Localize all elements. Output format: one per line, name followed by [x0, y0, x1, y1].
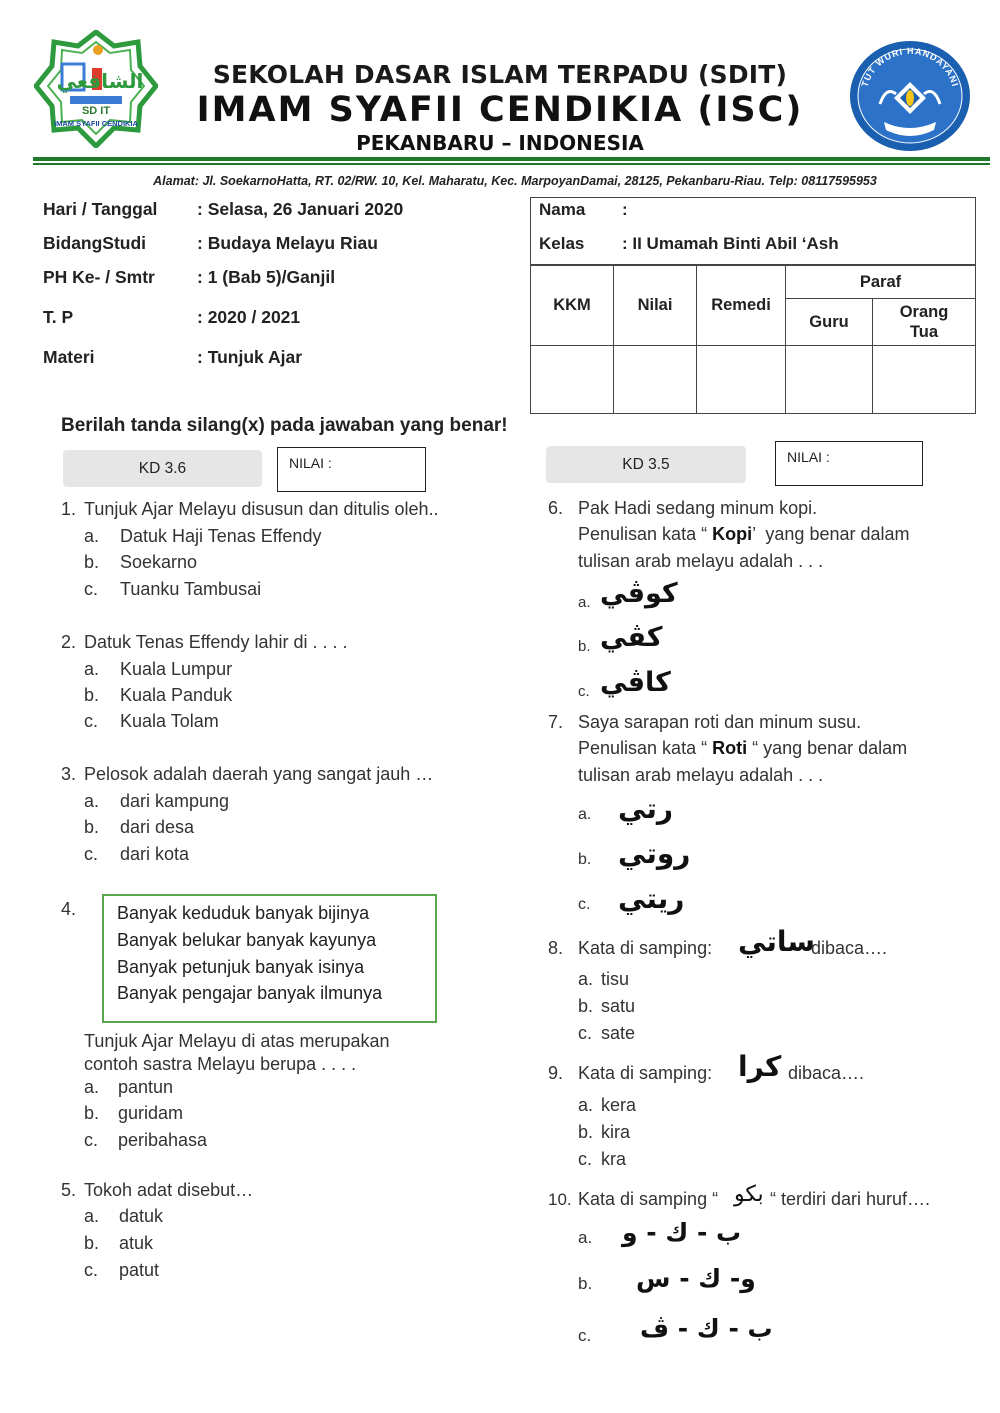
q6-line-1: Pak Hadi sedang minum kopi. — [578, 498, 818, 518]
nilai-left-box[interactable]: NILAI : — [277, 447, 426, 492]
q6-option-a-letter[interactable]: a. — [578, 594, 591, 611]
info-semester-label: PH Ke- / Smtr — [43, 267, 155, 287]
q6-option-a[interactable]: كوڤي — [600, 578, 678, 609]
q9-suffix: dibaca…. — [788, 1063, 865, 1083]
q1-option-b[interactable]: Soekarno — [120, 552, 198, 572]
q7-option-b-letter[interactable]: b. — [578, 851, 592, 868]
school-logo — [34, 30, 158, 148]
q6-option-c-letter[interactable]: c. — [578, 683, 590, 700]
q8-arabic-word: ساتي — [738, 925, 815, 958]
q6-line-2-pre: Penulisan kata “ — [578, 524, 713, 544]
guru-header: Guru — [786, 299, 873, 346]
q2-option-c[interactable]: Kuala Tolam — [120, 711, 219, 731]
q3-number: 3. — [61, 764, 77, 784]
nama-field[interactable]: : — [622, 200, 628, 219]
q10-prompt: Kata di samping “ — [578, 1189, 719, 1209]
q4-option-a[interactable]: pantun — [118, 1077, 174, 1097]
q7-option-a-letter[interactable]: a. — [578, 806, 592, 823]
school-type: SEKOLAH DASAR ISLAM TERPADU (SDIT) — [212, 60, 788, 89]
q5-option-b-letter[interactable]: b. — [84, 1233, 100, 1253]
q6-line-2-post: ’ yang benar dalam — [752, 524, 910, 544]
orang-tua-header — [873, 299, 976, 346]
q7-line-2-post: “ yang benar dalam — [747, 738, 908, 758]
q4-text-line-2: contoh sastra Melayu berupa . . . . — [84, 1054, 357, 1074]
q1-text: Tunjuk Ajar Melayu disusun dan ditulis oleh.. — [84, 499, 439, 519]
kelas-label: Kelas — [539, 234, 585, 253]
q8-number: 8. — [548, 938, 564, 958]
q8-prompt: Kata di samping: — [578, 938, 713, 958]
q9-option-a[interactable]: kera — [601, 1095, 637, 1115]
q10-option-b[interactable]: و- ك - س — [636, 1264, 756, 1293]
info-semester-value: : 1 (Bab 5)/Ganjil — [197, 267, 336, 287]
q5-option-c-letter[interactable]: c. — [84, 1260, 99, 1280]
kd-right-label: KD 3.5 — [546, 446, 746, 483]
q4-option-c-letter[interactable]: c. — [84, 1130, 99, 1150]
q2-option-b[interactable]: Kuala Panduk — [120, 685, 233, 705]
q4-option-c[interactable]: peribahasa — [118, 1130, 208, 1150]
orang-tua-label: Orang Tua — [899, 303, 949, 341]
q6-option-b-letter[interactable]: b. — [578, 638, 591, 655]
q2-option-c-letter[interactable]: c. — [84, 711, 99, 731]
q4-quote-line-3: Banyak petunjuk banyak isinya — [117, 957, 365, 977]
info-date-value: : Selasa, 26 Januari 2020 — [197, 199, 404, 219]
q1-option-c-letter[interactable]: c. — [84, 579, 99, 599]
info-date-label: Hari / Tanggal — [43, 199, 158, 219]
header-divider — [33, 157, 990, 161]
q2-option-a[interactable]: Kuala Lumpur — [120, 659, 233, 679]
nilai-right-box[interactable]: NILAI : — [775, 441, 923, 486]
logo-arabic-text: الشافعي — [56, 69, 144, 93]
q9-option-b[interactable]: kira — [601, 1122, 631, 1142]
q4-number: 4. — [61, 899, 77, 919]
q4-quote-line-1: Banyak keduduk banyak bijinya — [117, 903, 370, 923]
remedi-header: Remedi — [697, 266, 786, 346]
info-subject-label: BidangStudi — [43, 233, 147, 253]
q9-number: 9. — [548, 1063, 564, 1083]
nilai-cell[interactable] — [614, 346, 697, 414]
q2-option-b-letter[interactable]: b. — [84, 685, 100, 705]
q3-option-a-letter[interactable]: a. — [84, 791, 100, 811]
instruction: Berilah tanda silang(x) pada jawaban yang benar! — [61, 415, 508, 436]
q5-option-a-letter[interactable]: a. — [84, 1206, 100, 1226]
logo-motto-text: TUT WURI HANDAYANI — [859, 45, 961, 89]
school-location: PEKANBARU – INDONESIA — [356, 131, 644, 155]
q9-arabic-word: كرا — [738, 1050, 782, 1083]
kkm-cell[interactable] — [531, 346, 614, 414]
info-material-value: : Tunjuk Ajar — [197, 347, 302, 367]
q9-option-c[interactable]: kra — [601, 1149, 627, 1169]
q5-option-a[interactable]: datuk — [119, 1206, 164, 1226]
q3-option-b-letter[interactable]: b. — [84, 817, 100, 837]
header-divider-thin — [33, 163, 990, 165]
q5-option-c[interactable]: patut — [119, 1260, 160, 1280]
q10-suffix: “ terdiri dari huruf…. — [770, 1189, 931, 1209]
q4-text-line-1: Tunjuk Ajar Melayu di atas merupakan — [84, 1031, 390, 1051]
q3-text: Pelosok adalah daerah yang sangat jauh … — [84, 764, 434, 784]
kelas-value: : II Umamah Binti Abil ‘Ash — [622, 234, 839, 253]
q7-number: 7. — [548, 712, 564, 732]
q9-prompt: Kata di samping: — [578, 1063, 713, 1083]
q10-option-c[interactable]: ب - ك - ڤ — [640, 1314, 773, 1343]
q7-option-c[interactable]: ريتي — [618, 882, 685, 915]
q2-number: 2. — [61, 632, 77, 652]
q8-option-c-letter[interactable]: c. — [578, 1023, 593, 1043]
q10-option-a-letter[interactable]: a. — [578, 1228, 593, 1247]
q8-option-c[interactable]: sate — [601, 1023, 636, 1043]
q4-quote-line-2: Banyak belukar banyak kayunya — [117, 930, 377, 950]
logo-school-text: IMAM SYAFII CENDIKIA — [54, 119, 138, 128]
nama-label: Nama — [539, 200, 586, 219]
tut-wuri-handayani-logo — [846, 38, 974, 154]
kd-left-label: KD 3.6 — [63, 450, 262, 487]
q8-option-a-letter[interactable]: a. — [578, 969, 594, 989]
q7-option-a[interactable]: رتي — [618, 792, 673, 825]
q6-line-3: tulisan arab melayu adalah . . . — [578, 551, 824, 571]
q4-option-a-letter[interactable]: a. — [84, 1077, 100, 1097]
q3-option-a[interactable]: dari kampung — [120, 791, 230, 811]
q3-option-b[interactable]: dari desa — [120, 817, 195, 837]
q1-option-b-letter[interactable]: b. — [84, 552, 100, 572]
q2-option-a-letter[interactable]: a. — [84, 659, 100, 679]
q7-line-3: tulisan arab melayu adalah . . . — [578, 765, 824, 785]
guru-sign-cell[interactable] — [786, 346, 873, 414]
q1-option-a[interactable]: Datuk Haji Tenas Effendy — [120, 526, 322, 546]
q10-option-c-letter[interactable]: c. — [578, 1326, 592, 1345]
q6-keyword: Kopi — [712, 524, 753, 544]
q9-option-b-letter[interactable]: b. — [578, 1122, 594, 1142]
q7-option-c-letter[interactable]: c. — [578, 896, 591, 913]
q4-option-b[interactable]: guridam — [118, 1103, 184, 1123]
q4-quote-line-4: Banyak pengajar banyak ilmunya — [117, 983, 383, 1003]
q6-option-c[interactable]: كاڤي — [600, 667, 671, 698]
q5-text: Tokoh adat disebut… — [84, 1180, 254, 1200]
q4-option-b-letter[interactable]: b. — [84, 1103, 100, 1123]
q10-option-a[interactable]: ب - ك - و — [622, 1218, 742, 1247]
info-year-label: T. P — [43, 307, 74, 327]
school-name: IMAM SYAFII CENDIKIA (ISC) — [196, 90, 804, 130]
q7-line-1: Saya sarapan roti dan minum susu. — [578, 712, 862, 732]
q8-suffix: dibaca…. — [811, 938, 888, 958]
q7-line-2-pre: Penulisan kata “ — [578, 738, 713, 758]
q8-option-a[interactable]: tisu — [601, 969, 630, 989]
q7-line-2 — [578, 738, 907, 759]
q6-option-b[interactable]: كڤي — [600, 622, 663, 653]
grade-table — [530, 265, 976, 414]
q10-arabic-word: بكو — [734, 1182, 764, 1207]
info-year-value: : 2020 / 2021 — [197, 307, 301, 327]
q6-number: 6. — [548, 498, 564, 518]
kkm-header: KKM — [531, 266, 614, 346]
q2-text: Datuk Tenas Effendy lahir di . . . . — [84, 632, 348, 652]
q1-number: 1. — [61, 499, 77, 519]
q9-option-c-letter[interactable]: c. — [578, 1149, 593, 1169]
q7-keyword: Roti — [712, 738, 748, 758]
q1-option-c[interactable]: Tuanku Tambusai — [120, 579, 262, 599]
q5-option-b[interactable]: atuk — [119, 1233, 154, 1253]
q6-line-2 — [578, 524, 910, 545]
q10-number: 10. — [548, 1190, 572, 1209]
q1-option-a-letter[interactable]: a. — [84, 526, 100, 546]
q8-option-b-letter[interactable]: b. — [578, 996, 594, 1016]
remedi-cell[interactable] — [697, 346, 786, 414]
nilai-header: Nilai — [614, 266, 697, 346]
q3-option-c[interactable]: dari kota — [120, 844, 190, 864]
q5-number: 5. — [61, 1180, 77, 1200]
logo-sdit-text: SD IT — [81, 105, 111, 117]
q8-option-b[interactable]: satu — [601, 996, 636, 1016]
paraf-header: Paraf — [786, 266, 976, 299]
q3-option-c-letter[interactable]: c. — [84, 844, 99, 864]
q9-option-a-letter[interactable]: a. — [578, 1095, 594, 1115]
student-identity-box — [530, 197, 976, 265]
q10-option-b-letter[interactable]: b. — [578, 1274, 593, 1293]
info-material-label: Materi — [43, 347, 95, 367]
school-address: Alamat: Jl. SoekarnoHatta, RT. 02/RW. 10, Kel. Maharatu, Kec. MarpoyanDamai, 28125, Pekanbaru-Riau. Telp: 08117595953 — [153, 174, 877, 188]
orang-tua-sign-cell[interactable] — [873, 346, 976, 414]
info-subject-value: : Budaya Melayu Riau — [197, 233, 378, 253]
q7-option-b[interactable]: روتي — [618, 837, 691, 870]
